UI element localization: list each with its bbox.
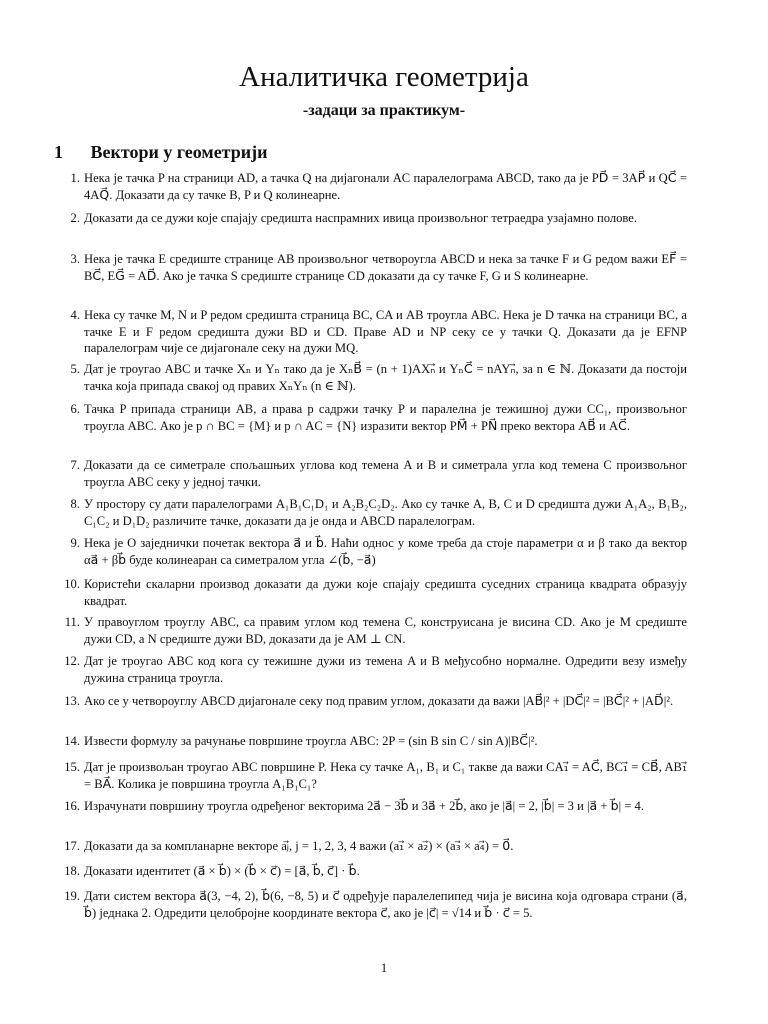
problem-text: Дати систем вектора a⃗(3, −4, 2), b⃗(6, −8, 5) и c⃗ одређује паралелепипед чија је висина која одговара страни (a⃗, b⃗) једнака 2. Одредити целобројне координате вектора c⃗, ако је |c⃗| = √14 и b⃗ · c⃗ = 5.	[84, 889, 687, 920]
problem-text: Извести формулу за рачунање површине троугла ABC: 2P = (sin B sin C / sin A)|BC⃗|².	[84, 734, 538, 748]
problem-item	[58, 210, 687, 227]
problem-item	[58, 693, 687, 710]
problem-number: 7.	[70, 458, 80, 472]
problem-item	[58, 863, 687, 880]
problem-text: Доказати да за компланарне векторе aⱼ⃗, j = 1, 2, 3, 4 важи (a₁⃗ × a₂⃗) × (a₃⃗ × a₄⃗) = 0⃗.	[84, 839, 514, 853]
problem-number: 5.	[70, 362, 80, 376]
problem-text: Доказати да се дужи које спајају средишта наспрамних ивица произвољног тетраедра узајамно полове.	[84, 211, 638, 225]
problem-item	[58, 496, 687, 529]
problem-text: Нека је O заједнички почетак вектора a⃗ и b⃗. Наћи однос у коме треба да стоје параметри α и β тако да вектор αa⃗ + βb⃗ буде колинеаран са симетралом угла ∠(b⃗, −a⃗)	[84, 536, 687, 567]
problem-text: Дат је произвољан троугао ABC површине P. Нека су тачке A₁, B₁ и C₁ такве да важи CA₁⃗ = AC⃗, BC₁⃗ = CB⃗, AB₁⃗ = BA⃗. Колика је површина троугла A₁B₁C₁?	[84, 760, 687, 791]
problem-text: Израчунати површину троугла одређеног векторима 2a⃗ − 3b⃗ и 3a⃗ + 2b⃗, ако је |a⃗| = 2, |b⃗| = 3 и |a⃗ + b⃗| = 4.	[84, 799, 644, 813]
problem-item	[58, 457, 687, 490]
problem-number: 17.	[64, 839, 80, 853]
problem-item	[58, 170, 687, 203]
problem-item	[58, 535, 687, 568]
page-subtitle: -задаци за практикум-	[302, 102, 466, 119]
problem-number: 16.	[64, 799, 80, 813]
problem-item	[58, 251, 687, 284]
problem-number: 3.	[70, 252, 80, 266]
problem-number: 6.	[70, 402, 80, 416]
page-number: 1	[380, 961, 388, 975]
problem-text: Тачка P припада страници AB, а права p садржи тачку P и паралелна је тежишној дужи CC₁, произвољног троугла ABC. Ако је p ∩ BC = {M} и p ∩ AC = {N} изразити вектор PM⃗ + PN⃗ преко вектора AB⃗ и AC⃗.	[84, 402, 687, 433]
problem-text: Дат је троугао ABC код кога су тежишне дужи из темена A и B међусобно нормалне. Одредити везу између дужина страница троугла.	[84, 654, 687, 685]
problem-text: Доказати идентитет (a⃗ × b⃗) × (b⃗ × c⃗) = [a⃗, b⃗, c⃗] · b⃗.	[84, 864, 360, 878]
problem-number: 12.	[64, 654, 80, 668]
problem-item	[58, 576, 687, 609]
problem-text: У правоуглом троуглу ABC, са правим углом код темена C, конструисана је висина CD. Ако је M средиште дужи CD, а N средиште дужи BD, доказати да је AM ⊥ CN.	[84, 615, 687, 646]
section-heading	[54, 141, 268, 163]
problem-number: 15.	[64, 760, 80, 774]
problem-text: Нека је тачка E средиште странице AB произвољног четвороугла ABCD и нека за тачке F и G редом важи EF⃗ = BC⃗, EG⃗ = AD⃗. Ако је тачка S средиште странице CD доказати да су тачке F, G и S колинеарне.	[84, 252, 687, 283]
problem-number: 8.	[70, 497, 80, 511]
problem-text: Користећи скаларни производ доказати да дужи које спајају средишта суседних страница квадрата образују квадрат.	[84, 577, 687, 608]
problem-number: 13.	[64, 694, 80, 708]
problem-item	[58, 733, 687, 750]
problem-text: Дат је троугао ABC и тачке Xₙ и Yₙ тако да је XₙB⃗ = (n + 1)AXₙ⃗ и YₙC⃗ = nAYₙ⃗, за n ∈ ℕ. Доказати да постоји тачка која припада свакој од правих XₙYₙ (n ∈ ℕ).	[84, 362, 687, 393]
problem-number: 1.	[70, 171, 80, 185]
problem-number: 18.	[64, 864, 80, 878]
problem-item	[58, 401, 687, 434]
problem-item	[58, 614, 687, 647]
problem-number: 9.	[70, 536, 80, 550]
problem-item	[58, 759, 687, 792]
problem-item	[58, 888, 687, 921]
problem-number: 4.	[70, 308, 80, 322]
problem-item	[58, 307, 687, 357]
problem-text: Нека су тачке M, N и P редом средишта страница BC, CA и AB троугла ABC. Нека је D тачка на страници BC, а тачке E и F редом средишта дужи BD и CD. Праве AD и NP секу се у тачки Q. Доказати да је EFNP паралелограм чије се дијагонале секу на дужи MQ.	[84, 308, 687, 355]
section-title: Вектори у геометрији	[90, 142, 268, 162]
problem-text: Ако се у четвороуглу ABCD дијагонале секу под правим углом, доказати да важи |AB⃗|² + |DC⃗|² = |BC⃗|² + |AD⃗|².	[84, 694, 674, 708]
problem-item	[58, 653, 687, 686]
problem-number: 11.	[64, 615, 80, 629]
problem-number: 19.	[64, 889, 80, 903]
section-number: 1	[54, 142, 63, 162]
problem-text: У простору су дати паралелограми A₁B₁C₁D₁ и A₂B₂C₂D₂. Ако су тачке A, B, C и D средишта дужи A₁A₂, B₁B₂, C₁C₂ и D₁D₂ различите тачке, доказати да је онда и ABCD паралелограм.	[84, 497, 687, 528]
problem-number: 14.	[64, 734, 80, 748]
problem-item	[58, 798, 687, 815]
problem-item	[58, 361, 687, 394]
problem-number: 2.	[70, 211, 80, 225]
problem-text: Нека је тачка P на страници AD, а тачка Q на дијагонали AC паралелограма ABCD, тако да је PD⃗ = 3AP⃗ и QC⃗ = 4AQ⃗. Доказати да су тачке B, P и Q колинеарне.	[84, 171, 687, 202]
problem-text: Доказати да се симетрале спољашњих углова код темена A и B и симетрала угла код темена C произвољног троугла ABC секу у једној тачки.	[84, 458, 687, 489]
problem-item	[58, 838, 687, 855]
page-title: Аналитичка геометрија	[239, 61, 529, 93]
problem-number: 10.	[64, 577, 80, 591]
